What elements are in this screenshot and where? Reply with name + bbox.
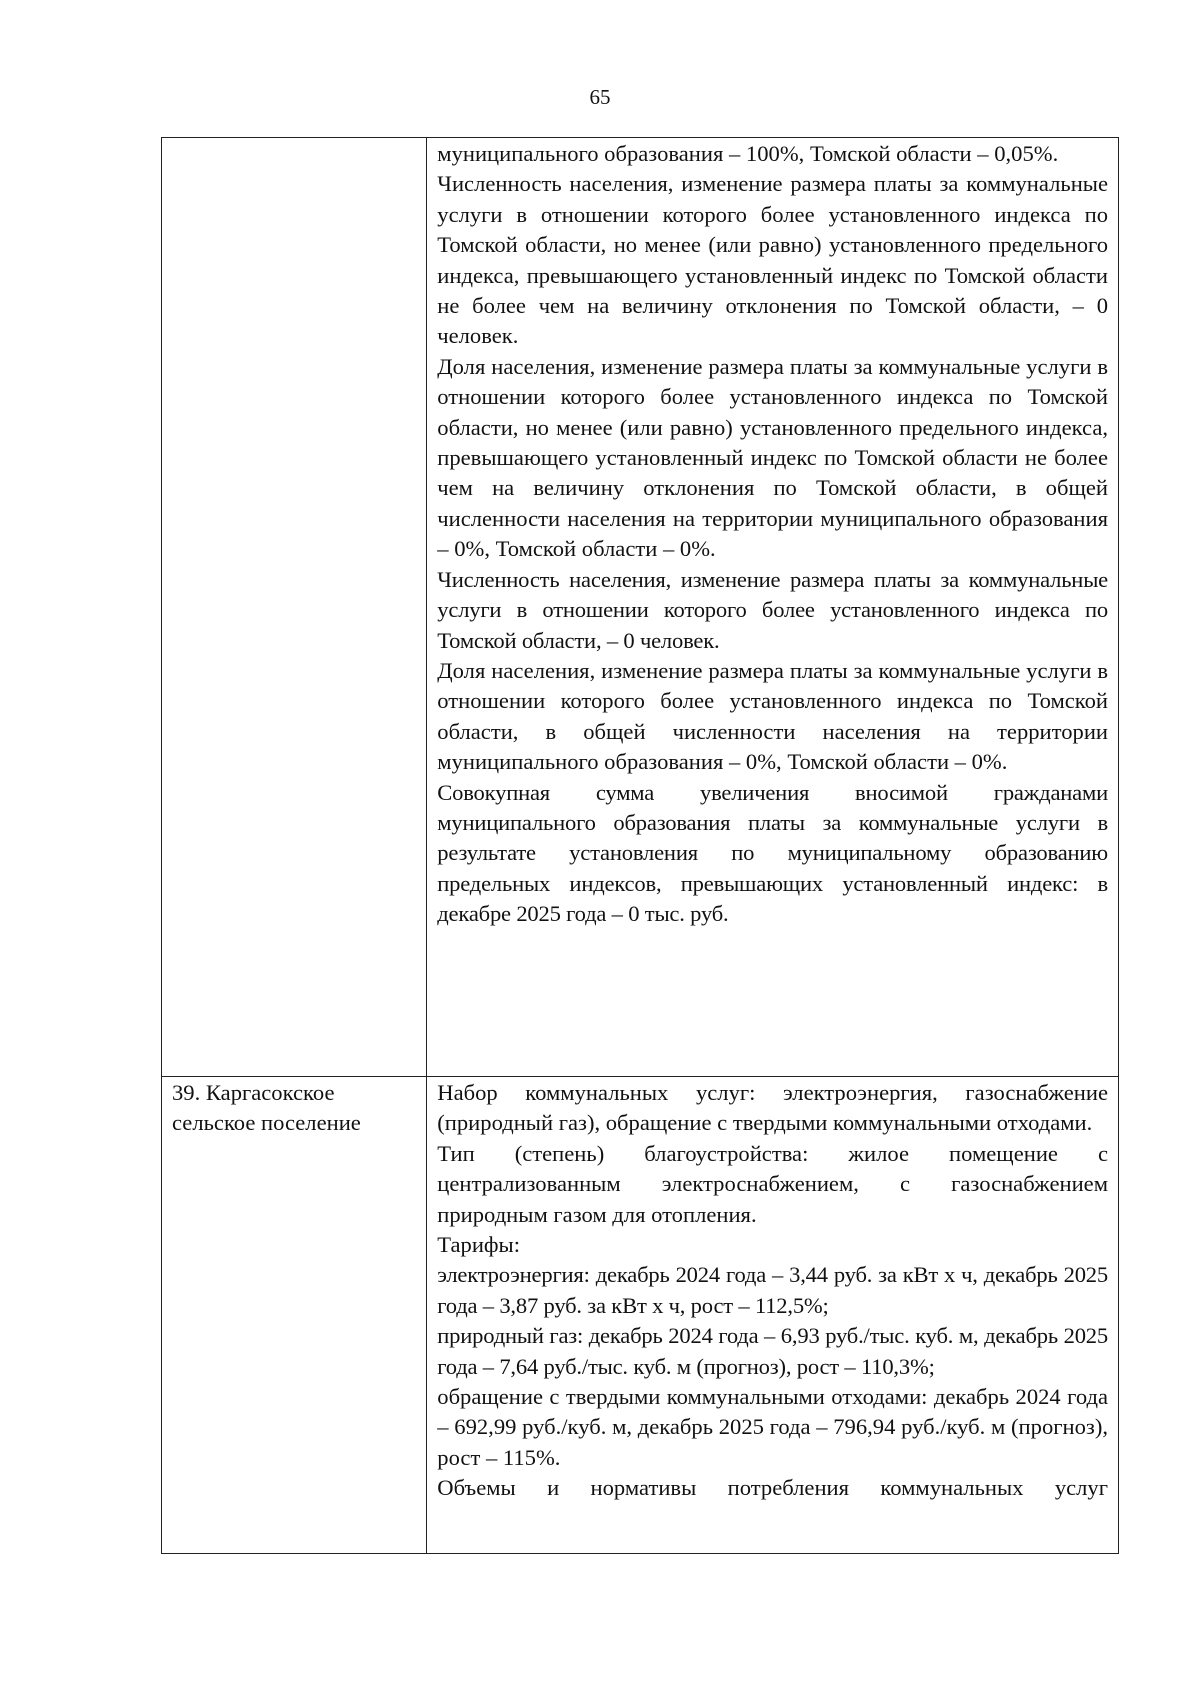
document-table	[161, 137, 1119, 1554]
paragraph: Численность населения, изменение размера платы за коммунальные услуги в отношении которого более установленного индекса по Томской области, но менее (или равно) установленного предельного индекса, превышающего установленный индекс по Томской области не более чем на величину отклонения по Томской области, – 0 человек.	[437, 171, 1108, 349]
table-row	[162, 138, 1119, 1077]
paragraph: электроэнергия: декабрь 2024 года – 3,44 руб. за кВт х ч, декабрь 2025 года – 3,87 руб. за кВт х ч, рост – 112,5%;	[437, 1262, 1108, 1318]
paragraph: Доля населения, изменение размера платы за коммунальные услуги в отношении которого более установленного индекса по Томской области, но менее (или равно) установленного предельного индекса, превышающего установленный индекс по Томской области не более чем на величину отклонения по Томской области, в общей численности населения на территории муниципального образования – 0%, Томской области – 0%.	[437, 353, 1108, 562]
paragraph: обращение с твердыми коммунальными отходами: декабрь 2024 года – 692,99 руб./куб. м, декабрь 2025 года – 796,94 руб./куб. м (прогноз), рост – 115%.	[437, 1384, 1108, 1470]
paragraph: Тарифы:	[437, 1232, 521, 1258]
paragraph: Объемы и нормативы потребления коммунальных услуг	[437, 1475, 1108, 1501]
paragraph: Набор коммунальных услуг: электроэнергия, газоснабжение (природный газ), обращение с твердыми коммунальными отходами.	[437, 1080, 1108, 1136]
paragraph: Совокупная сумма увеличения вносимой гражданами муниципального образования платы за коммунальные услуги в результате установления по муниципальному образованию предельных индексов, превышающих установленный индекс: в декабре 2025 года – 0 тыс. руб.	[437, 779, 1108, 927]
description-cell	[427, 138, 1119, 1077]
paragraph: Доля населения, изменение размера платы за коммунальные услуги в отношении которого более установленного индекса по Томской области, в общей численности населения на территории муниципального образования – 0%, Томской области – 0%.	[437, 657, 1108, 775]
table-row	[162, 1077, 1119, 1554]
paragraph: муниципального образования – 100%, Томской области – 0,05%.	[437, 141, 1059, 166]
paragraph: природный газ: декабрь 2024 года – 6,93 руб./тыс. куб. м, декабрь 2025 года – 7,64 руб./тыс. куб. м (прогноз), рост – 110,3%;	[437, 1323, 1108, 1379]
page-number: 65	[589, 85, 611, 109]
municipality-cell: 39. Каргасокское сельское поселение	[162, 1077, 427, 1554]
description-cell	[427, 1077, 1119, 1554]
paragraph: Численность населения, изменение размера платы за коммунальные услуги в отношении которого более установленного индекса по Томской области, – 0 человек.	[437, 566, 1108, 653]
paragraph: Тип (степень) благоустройства: жилое помещение с централизованным электроснабжением, с газоснабжением природным газом для отопления.	[437, 1140, 1108, 1227]
municipality-cell	[162, 138, 427, 1077]
